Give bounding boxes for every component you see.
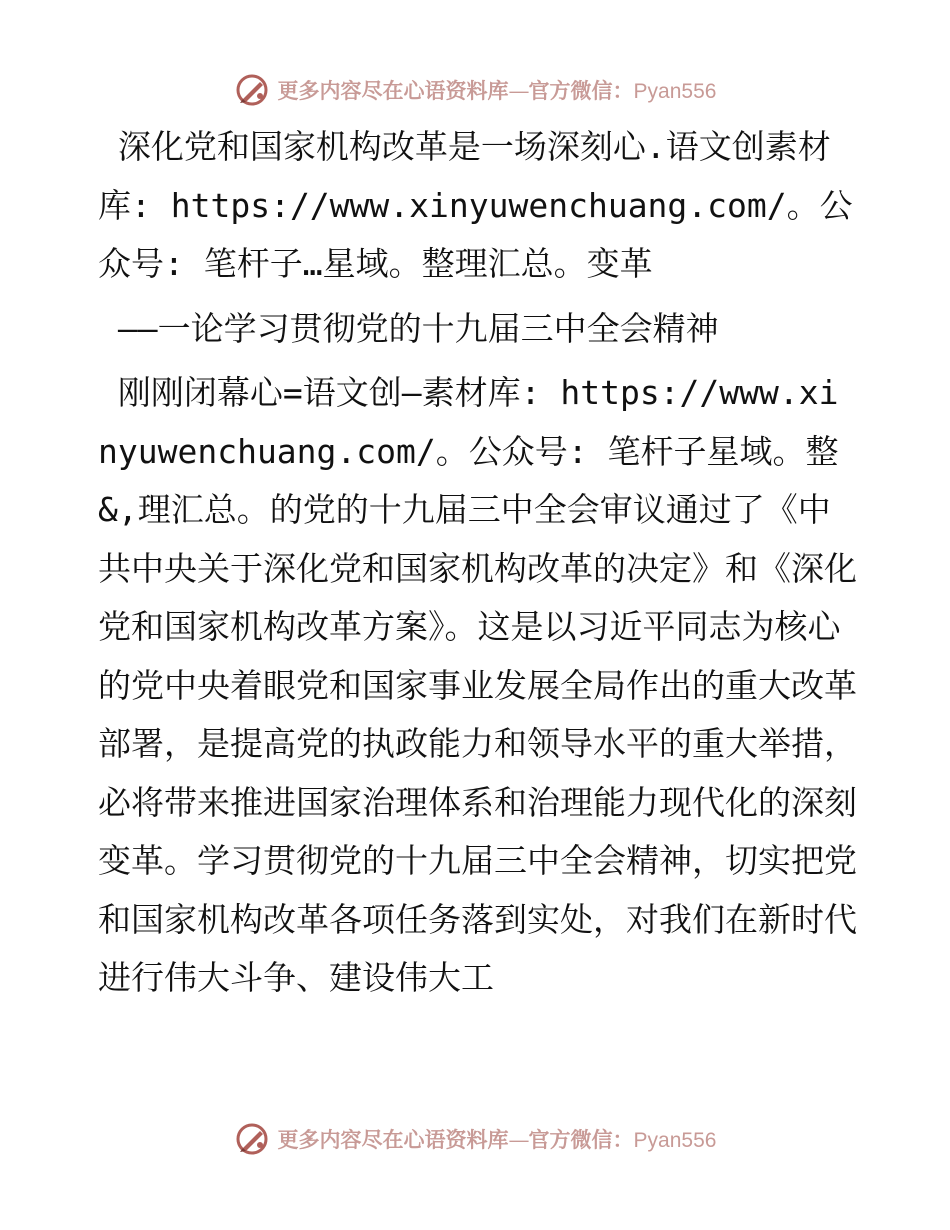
- document-body: [98, 118, 858, 1008]
- pen-logo-icon: [234, 1121, 270, 1157]
- pen-logo-icon: [234, 72, 270, 108]
- paragraph-1: 深化党和国家机构改革是一场深刻心.语文创素材库: https://www.xinyuwenchuang.com/。公众号: 笔杆子…星域。整理汇总。变革: [98, 127, 853, 283]
- footer-banner: [0, 1119, 950, 1159]
- paragraph-3: 刚刚闭幕心=语文创—素材库: https://www.xinyuwenchuang.com/。公众号: 笔杆子星域。整&,理汇总。的党的十九届三中全会审议通过了《中共中央关于深化党和国家机构改革的决定》和《深化党和国家机构改革方案》。这是以习近平同志为核心的党中央着眼党和国家事业发展全局作出的重大改革部署，是提高党的执政能力和领导水平的重大举措，必将带来推进国家治理体系和治理能力现代化的深刻变革。学习贯彻党的十九届三中全会精神，切实把党和国家机构改革各项任务落到实处，对我们在新时代进行伟大斗争、建设伟大工: [98, 373, 857, 997]
- header-banner-text: 更多内容尽在心语资料库—官方微信：Pyan556: [277, 78, 717, 103]
- footer-banner-text: 更多内容尽在心语资料库—官方微信：Pyan556: [277, 1127, 717, 1152]
- header-banner: [0, 70, 950, 110]
- paragraph-subtitle: ——一论学习贯彻党的十九届三中全会精神: [98, 308, 719, 348]
